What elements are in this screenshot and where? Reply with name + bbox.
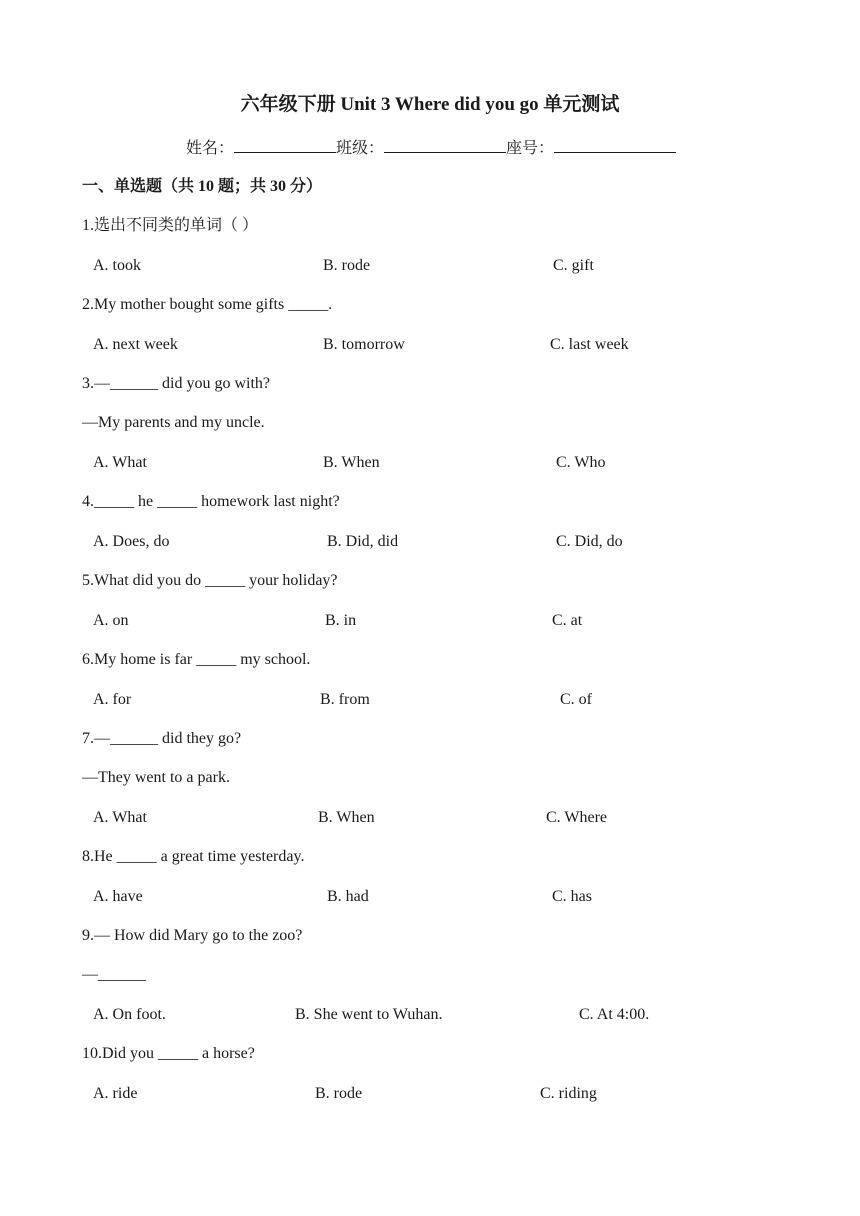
question-4-option-b[interactable]: B. Did, did <box>327 533 399 550</box>
question-4-option-a[interactable]: A. Does, do <box>93 533 170 550</box>
question-1-text: 1.选出不同类的单词（ ） <box>82 217 259 234</box>
question-9-text: 9.— How did Mary go to the zoo? <box>82 927 303 944</box>
question-9-option-b[interactable]: B. She went to Wuhan. <box>295 1006 443 1023</box>
question-8-option-c[interactable]: C. has <box>552 888 592 905</box>
question-7-option-c[interactable]: C. Where <box>546 809 608 826</box>
question-1-option-a[interactable]: A. took <box>93 257 141 274</box>
question-5-option-c[interactable]: C. at <box>552 612 583 629</box>
question-2-option-b[interactable]: B. tomorrow <box>323 336 405 353</box>
question-10-text: 10.Did you _____ a horse? <box>82 1045 255 1062</box>
question-6-option-c[interactable]: C. of <box>560 691 592 708</box>
question-6-option-a[interactable]: A. for <box>93 691 132 708</box>
name-blank[interactable] <box>234 136 336 153</box>
question-10-option-b[interactable]: B. rode <box>315 1085 363 1102</box>
question-10-option-a[interactable]: A. ride <box>93 1085 138 1102</box>
question-6-option-b[interactable]: B. from <box>320 691 370 708</box>
section-heading: 一、单选题（共 10 题；共 30 分） <box>82 178 323 195</box>
question-7-answer-line: —They went to a park. <box>82 769 230 786</box>
question-3-option-c[interactable]: C. Who <box>556 454 606 471</box>
question-3-text: 3.—______ did you go with? <box>82 375 270 392</box>
question-9-answer-line: —______ <box>82 966 146 983</box>
question-2-option-c[interactable]: C. last week <box>550 336 629 353</box>
question-3-option-b[interactable]: B. When <box>323 454 380 471</box>
question-4-text: 4._____ he _____ homework last night? <box>82 493 340 510</box>
question-9-option-c[interactable]: C. At 4:00. <box>579 1006 650 1023</box>
question-9-option-a[interactable]: A. On foot. <box>93 1006 166 1023</box>
question-3-option-a[interactable]: A. What <box>93 454 147 471</box>
student-info-row <box>186 136 676 160</box>
class-blank[interactable] <box>384 136 506 153</box>
seat-label: 座号： <box>506 140 555 157</box>
name-label: 姓名： <box>186 140 235 157</box>
question-7-option-a[interactable]: A. What <box>93 809 147 826</box>
seat-blank[interactable] <box>554 136 676 153</box>
question-8-option-b[interactable]: B. had <box>327 888 369 905</box>
question-2-option-a[interactable]: A. next week <box>93 336 178 353</box>
question-1-option-b[interactable]: B. rode <box>323 257 371 274</box>
page-title: 六年级下册 Unit 3 Where did you go 单元测试 <box>240 94 620 115</box>
question-6-text: 6.My home is far _____ my school. <box>82 651 311 668</box>
question-8-text: 8.He _____ a great time yesterday. <box>82 848 305 865</box>
question-10-option-c[interactable]: C. riding <box>540 1085 597 1102</box>
class-label: 班级： <box>336 140 385 157</box>
question-7-option-b[interactable]: B. When <box>318 809 375 826</box>
question-2-text: 2.My mother bought some gifts _____. <box>82 296 333 313</box>
question-5-option-a[interactable]: A. on <box>93 612 129 629</box>
question-5-text: 5.What did you do _____ your holiday? <box>82 572 338 589</box>
question-5-option-b[interactable]: B. in <box>325 612 357 629</box>
question-4-option-c[interactable]: C. Did, do <box>556 533 623 550</box>
question-7-text: 7.—______ did they go? <box>82 730 242 747</box>
question-1-option-c[interactable]: C. gift <box>553 257 594 274</box>
question-3-answer-line: —My parents and my uncle. <box>82 414 265 431</box>
question-8-option-a[interactable]: A. have <box>93 888 143 905</box>
